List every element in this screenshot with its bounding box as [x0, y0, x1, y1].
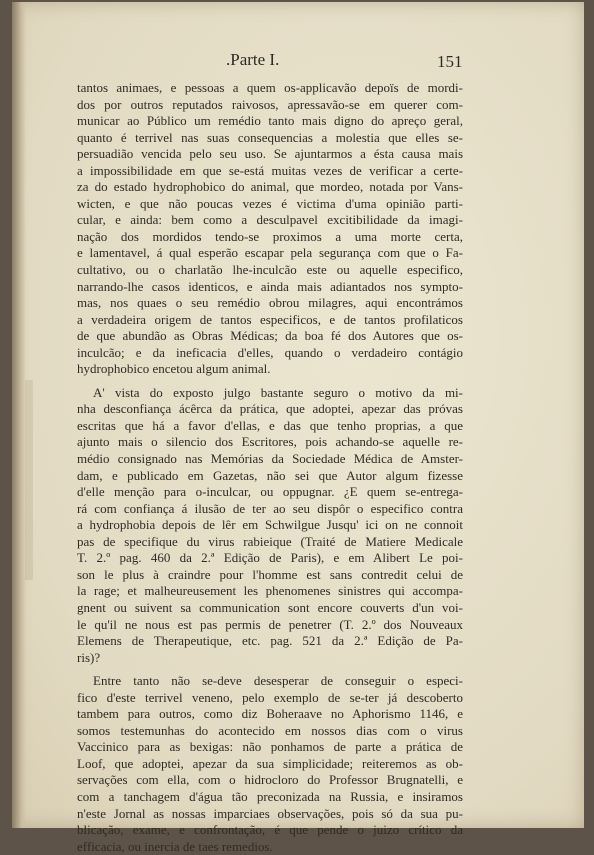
- text-line: d'elle menção para o-inculcar, ou oppugnar. ¿E quem se-entrega-: [77, 484, 463, 500]
- page-stain: [25, 380, 33, 580]
- text-line: dos por outros reputados raivosos, apressavão-se em querer com-: [77, 96, 463, 112]
- text-line: nação dos mordidos tendo-se proximos a uma morte certa,: [77, 228, 463, 244]
- text-line: hydrophobico encetou algum animal.: [77, 361, 271, 377]
- text-line: gnent ou suivent sa communication sont encore couverts d'un voi-: [77, 599, 463, 615]
- paragraph: [77, 80, 463, 378]
- text-line: a hydrophobia depois de lêr em Schwilgue Jusqu' ici on ne connoit: [77, 517, 463, 533]
- text-line: son le plus à craindre pour l'homme est sans contredit celui de: [77, 566, 463, 582]
- text-line: a impossibilidade em que se-está muitas vezes de verificar a certe-: [77, 162, 463, 178]
- text-line: cular, e ainda: bem como a desculpavel excitibilidade da imagi-: [77, 212, 463, 228]
- text-line: ris)?: [77, 649, 101, 665]
- paragraph: [77, 673, 463, 855]
- text-line: quanto é terrivel nas suas consequencias a molestia que elles se-: [77, 129, 463, 145]
- text-line: la rage; et malheureusement les phenomenes sinistres qui accompa-: [77, 583, 463, 599]
- text-line: inculcão; e da ineficacia d'elles, quando o verdadeiro contágio: [77, 344, 463, 360]
- text-line: mas, nos quaes o seu remédio obrou milagres, aqui encontrámos: [77, 295, 463, 311]
- text-line: com a tanchagem d'água tão preconizada na Russia, e insiramos: [77, 788, 463, 804]
- text-line: servações com ella, com o hidrocloro do Professor Brugnatelli, e: [77, 772, 463, 788]
- paragraph: [77, 385, 463, 666]
- text-line: municar ao Público um remédio tanto mais digno do apreço geral,: [77, 113, 463, 129]
- text-line: Vaccinico para as bexigas: não ponhamos de parte a prática de: [77, 739, 463, 755]
- running-head: .Parte I.: [226, 50, 280, 69]
- text-line: e lamentavel, á qual esperão escapar pela segurança com que o Fa-: [77, 245, 463, 261]
- paragraph-gap: [77, 378, 463, 385]
- text-line: pas de specifique du virus rabieique (Traité de Matiere Medicale: [77, 533, 463, 549]
- text-line: le qu'il ne nous est pas permis de penetrer (T. 2.º dos Nouveaux: [77, 616, 463, 632]
- text-line: tambem para outros, como diz Boheraave no Aphorismo 1146, e: [77, 706, 463, 722]
- text-line: wicten, e que não poucas vezes é victima d'uma opinião parti-: [77, 195, 463, 211]
- text-line: ajunto mais o silencio dos Escritores, pois achando-se aquelle re-: [77, 434, 463, 450]
- body-text: [77, 80, 463, 855]
- text-line: Elemens de Therapeutique, etc. pag. 521 da 2.ª Edição de Pa-: [77, 633, 463, 649]
- text-line: A' vista do exposto julgo bastante seguro o motivo da mi-: [93, 384, 463, 400]
- text-line: fico d'este terrivel veneno, pelo exemplo de se-ter já descoberto: [77, 689, 463, 705]
- page-number: 151: [437, 52, 463, 71]
- page-gutter: [12, 2, 26, 828]
- text-line: Loof, que adoptei, apezar da sua simplicidade; reiteremos as ob-: [77, 755, 463, 771]
- text-line: T. 2.º pag. 460 da 2.ª Edição de Paris), e em Alibert Le poi-: [77, 550, 463, 566]
- text-line: rá com confiança á ilusão de ter ao seu dispôr o especifico contra: [77, 500, 463, 516]
- paragraph-gap: [77, 666, 463, 673]
- text-line: a verdadeira origem de tantos especificos, e de tantos profilaticos: [77, 311, 463, 327]
- text-line: nha desconfiança ácêrca da prática, que adoptei, apezar das próvas: [77, 401, 463, 417]
- text-line: tantos animaes, e pessoas a quem os-applicavão depoïs de mordi-: [77, 80, 463, 95]
- text-line: Entre tanto não se-deve desesperar de conseguir o especi-: [93, 673, 463, 689]
- text-line: cultativo, ou o charlatão lhe-inculcão este ou aquelle especifico,: [77, 262, 463, 278]
- text-line: n'este Jornal as nossas imparciaes observações, pois só da sua pu-: [77, 805, 463, 821]
- text-line: médio consignado nas Memórias da Sociedade Médica de Amster-: [77, 451, 463, 467]
- text-line: dam, e publicado em Gazetas, não sei que Autor algum fizesse: [77, 467, 463, 483]
- text-line: blicação, exame, e confrontação, é que pende o juizo crítico da: [77, 822, 463, 838]
- text-line: efficacia, ou inercia de taes remedios.: [77, 838, 273, 854]
- text-line: persuadião vencida pelo seu uso. Se ajuntarmos a ésta causa mais: [77, 146, 463, 162]
- text-line: escritas que há a favor d'ellas, e das que tenho proprias, a que: [77, 417, 463, 433]
- text-line: za do estado hydrophobico do animal, que mordeo, notada por Vans-: [77, 179, 463, 195]
- page-header: [0, 50, 594, 76]
- text-line: de que abundão as Obras Médicas; da boa fé dos Autores que os-: [77, 328, 463, 344]
- text-line: somos testemunhas do acontecido em nossos dias com o virus: [77, 722, 463, 738]
- text-line: narrando-lhe casos identicos, e ainda mais adiantados nos sympto-: [77, 278, 463, 294]
